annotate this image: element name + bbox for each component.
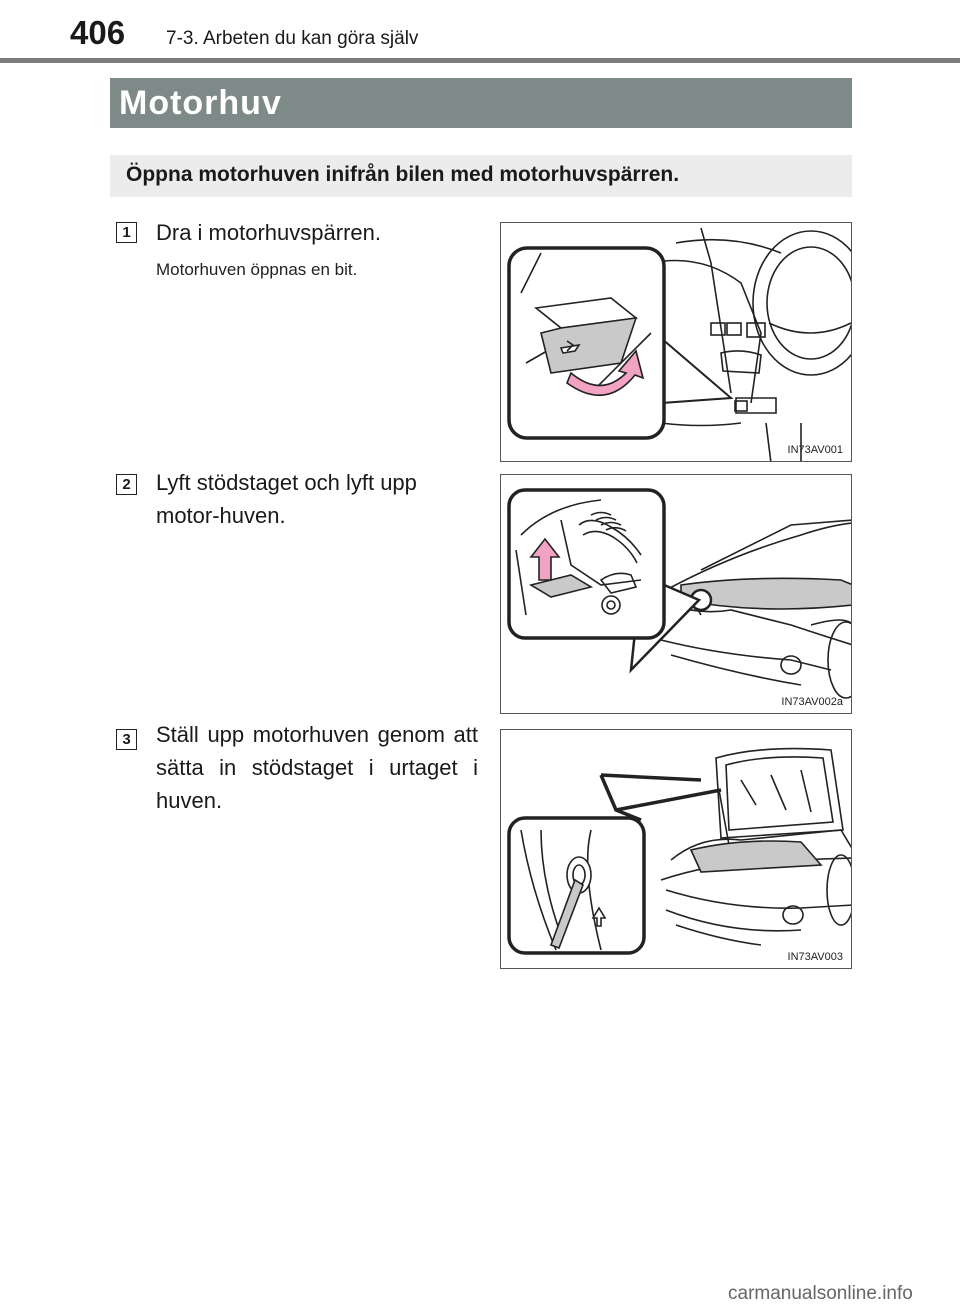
step-3-text: Ställ upp motorhuven genom att sätta in stödstaget i urtaget i huven.	[156, 722, 478, 813]
step-1-number: 1	[116, 222, 137, 243]
step-1-note: Motorhuven öppnas en bit.	[156, 260, 358, 279]
watermark[interactable]: carmanualsonline.info	[728, 1283, 913, 1304]
hood-support-rod-illustration	[500, 729, 852, 969]
header-divider	[0, 58, 960, 63]
section-title: Motorhuv	[110, 78, 852, 128]
step-2-text: Lyft stödstaget och lyft upp motor-huven.	[156, 470, 417, 528]
step-3-number: 3	[116, 729, 137, 750]
hood-safety-catch-illustration	[500, 474, 852, 714]
subsection-heading: Öppna motorhuven inifrån bilen med motorhuvspärren.	[110, 155, 852, 197]
figure-code: IN73AV002a	[781, 696, 843, 708]
step-2-number: 2	[116, 474, 137, 495]
step-1-text: Dra i motorhuvspärren.	[156, 220, 381, 245]
figure-code: IN73AV001	[787, 444, 843, 456]
page-number: 406	[70, 14, 126, 51]
hood-release-lever-illustration	[500, 222, 852, 462]
chapter-title: 7-3. Arbeten du kan göra själv	[166, 28, 419, 49]
page-header	[0, 0, 960, 64]
figure-code: IN73AV003	[787, 951, 843, 963]
